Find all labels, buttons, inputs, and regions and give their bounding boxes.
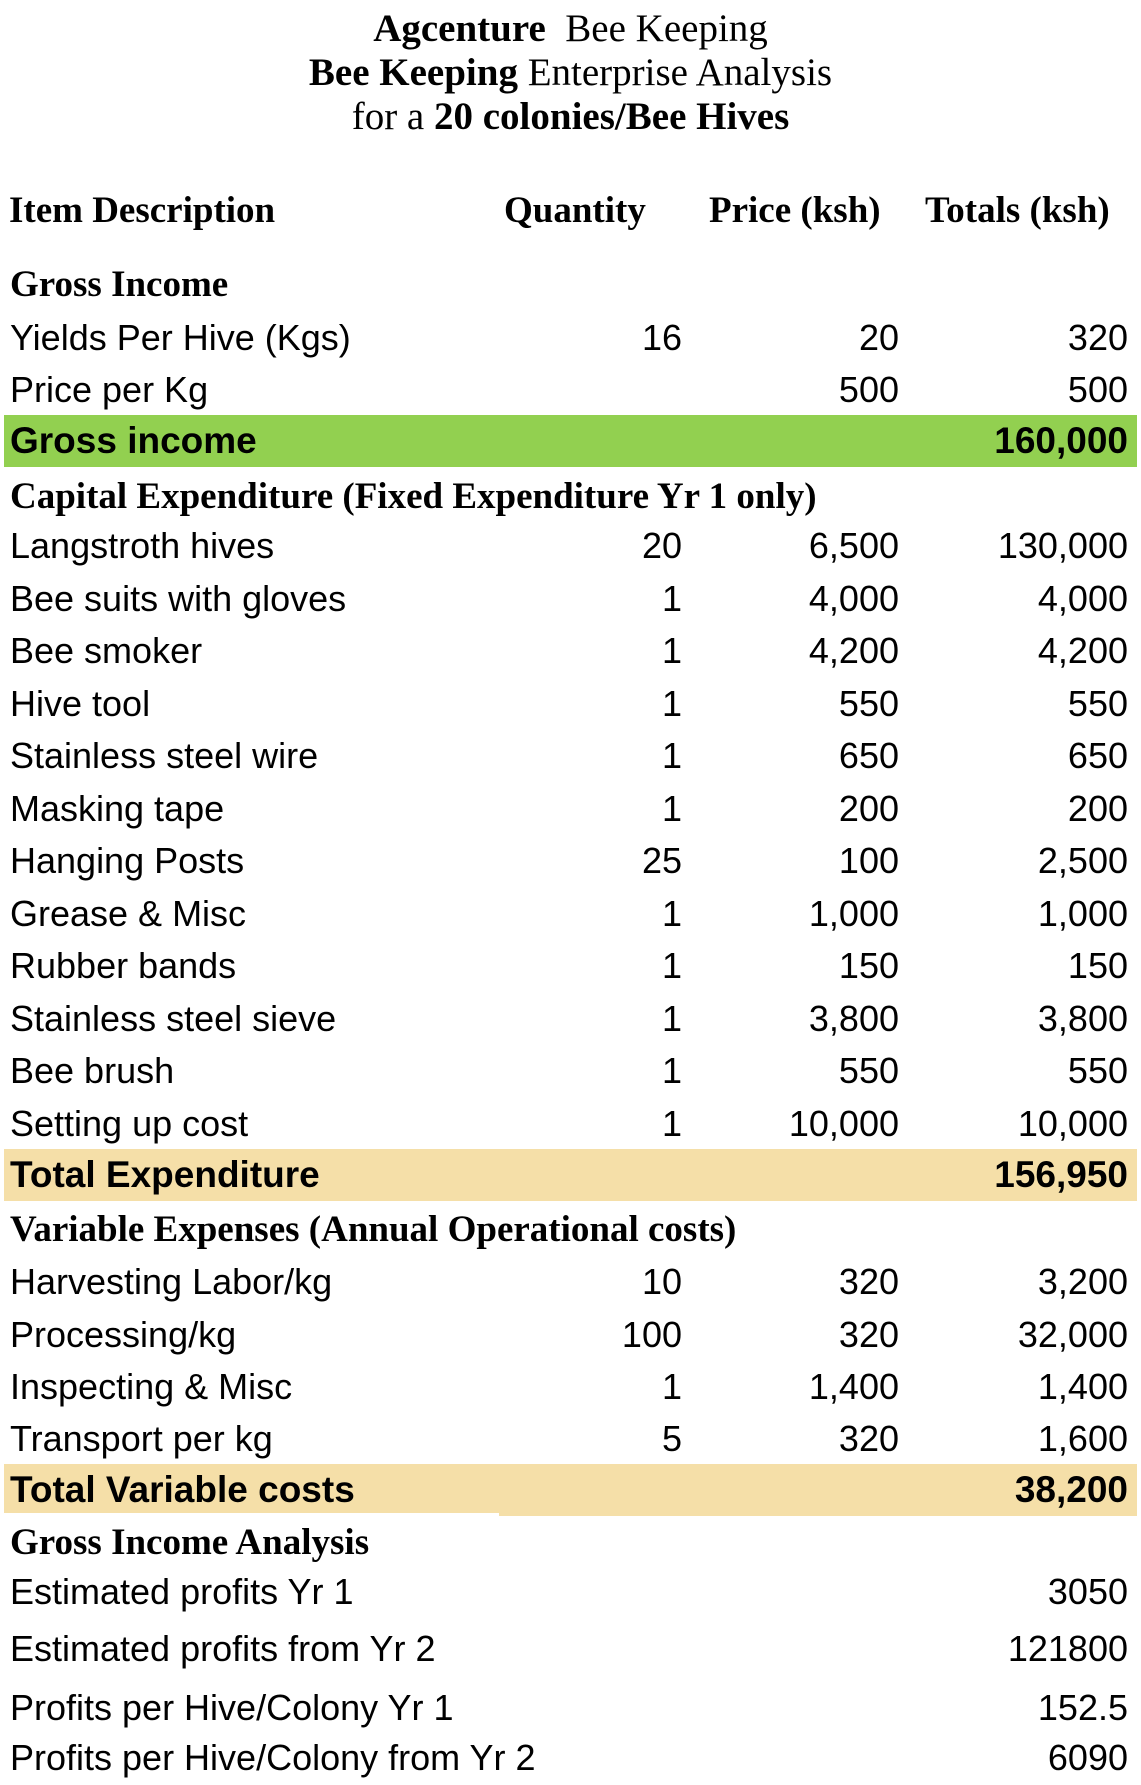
section-variable-expenses: Variable Expenses (Annual Operational costs) xyxy=(10,1209,737,1250)
section-gross-income-analysis: Gross Income Analysis xyxy=(10,1522,370,1563)
row-total: 320 xyxy=(1067,317,1128,358)
row-quantity: 1 xyxy=(661,893,682,934)
row-total: 3050 xyxy=(1047,1571,1128,1612)
table-row xyxy=(0,1566,1141,1618)
row-quantity: 16 xyxy=(641,317,682,358)
table-row xyxy=(0,1045,1141,1097)
row-total: 550 xyxy=(1067,1050,1128,1091)
row-total: 10,000 xyxy=(1017,1103,1128,1144)
row-description: Grease & Misc xyxy=(10,893,247,934)
table-row xyxy=(0,1732,1141,1784)
row-total: 121800 xyxy=(1007,1628,1128,1669)
header-price: Price (ksh) xyxy=(709,190,881,231)
total-expenditure-summary xyxy=(4,1149,1137,1201)
table-row xyxy=(0,364,1141,416)
row-quantity: 1 xyxy=(661,1366,682,1407)
row-quantity: 10 xyxy=(641,1261,682,1302)
section-capital-expenditure: Capital Expenditure (Fixed Expenditure Yr 1 only) xyxy=(10,476,817,517)
row-description: Yields Per Hive (Kgs) xyxy=(10,317,351,358)
row-description: Bee smoker xyxy=(10,630,203,671)
row-total: 3,200 xyxy=(1037,1261,1128,1302)
row-quantity: 100 xyxy=(621,1314,682,1355)
row-total: 4,200 xyxy=(1037,630,1128,671)
row-quantity: 1 xyxy=(661,735,682,776)
row-quantity: 1 xyxy=(661,1050,682,1091)
summary-total: 156,950 xyxy=(994,1154,1128,1195)
row-total: 650 xyxy=(1067,735,1128,776)
row-price: 100 xyxy=(838,840,899,881)
row-price: 320 xyxy=(838,1418,899,1459)
row-total: 1,400 xyxy=(1037,1366,1128,1407)
row-price: 1,400 xyxy=(808,1366,899,1407)
summary-label: Total Variable costs xyxy=(10,1469,355,1510)
row-price: 20 xyxy=(858,317,899,358)
table-row xyxy=(0,1361,1141,1413)
row-quantity: 20 xyxy=(641,525,682,566)
row-total: 1,000 xyxy=(1037,893,1128,934)
row-description: Harvesting Labor/kg xyxy=(10,1261,333,1302)
row-description: Setting up cost xyxy=(10,1103,249,1144)
row-price: 6,500 xyxy=(808,525,899,566)
title-line-1 xyxy=(0,4,1141,54)
row-description: Hive tool xyxy=(10,683,151,724)
row-description: Price per Kg xyxy=(10,369,209,410)
row-description: Processing/kg xyxy=(10,1314,237,1355)
row-price: 3,800 xyxy=(808,998,899,1039)
table-row xyxy=(0,940,1141,992)
table-row xyxy=(0,1309,1141,1361)
summary-total: 160,000 xyxy=(994,420,1128,461)
row-total: 150 xyxy=(1067,945,1128,986)
table-row xyxy=(0,678,1141,730)
row-total: 6090 xyxy=(1047,1737,1128,1778)
total-variable-costs-value xyxy=(499,1464,1137,1516)
row-description: Inspecting & Misc xyxy=(10,1366,293,1407)
header-totals: Totals (ksh) xyxy=(925,190,1110,231)
row-quantity: 1 xyxy=(661,683,682,724)
title-line-2-rest: Enterprise Analysis xyxy=(527,51,833,94)
table-row xyxy=(0,783,1141,835)
row-description: Stainless steel wire xyxy=(10,735,319,776)
table-row xyxy=(0,520,1141,572)
row-description: Rubber bands xyxy=(10,945,237,986)
row-description: Hanging Posts xyxy=(10,840,245,881)
row-total: 130,000 xyxy=(997,525,1128,566)
title-line-3-bold: 20 colonies/Bee Hives xyxy=(434,95,790,138)
title-line-3-pre: for a xyxy=(351,95,425,138)
section-gross-income: Gross Income xyxy=(10,264,229,305)
row-description: Stainless steel sieve xyxy=(10,998,337,1039)
row-description: Transport per kg xyxy=(10,1418,273,1459)
summary-total: 38,200 xyxy=(1014,1469,1128,1510)
title-line-1-rest: Bee Keeping xyxy=(565,7,768,50)
row-description: Profits per Hive/Colony Yr 1 xyxy=(10,1687,454,1728)
table-row xyxy=(0,1623,1141,1675)
summary-label: Total Expenditure xyxy=(10,1154,320,1195)
brand-name: Agcenture xyxy=(373,7,546,50)
row-description: Profits per Hive/Colony from Yr 2 xyxy=(10,1737,536,1778)
row-price: 550 xyxy=(838,683,899,724)
title-line-3 xyxy=(0,92,1141,142)
row-total: 200 xyxy=(1067,788,1128,829)
row-price: 500 xyxy=(838,369,899,410)
row-total: 500 xyxy=(1067,369,1128,410)
table-row xyxy=(0,835,1141,887)
row-price: 150 xyxy=(838,945,899,986)
row-price: 550 xyxy=(838,1050,899,1091)
total-variable-costs-summary xyxy=(4,1464,499,1516)
row-total: 550 xyxy=(1067,683,1128,724)
table-row xyxy=(0,888,1141,940)
summary-label: Gross income xyxy=(10,420,257,461)
row-total: 32,000 xyxy=(1017,1314,1128,1355)
row-total: 3,800 xyxy=(1037,998,1128,1039)
header-item-description: Item Description xyxy=(9,190,276,231)
row-quantity: 1 xyxy=(661,578,682,619)
row-description: Estimated profits Yr 1 xyxy=(10,1571,354,1612)
title-line-2-bold: Bee Keeping xyxy=(308,51,518,94)
row-quantity: 1 xyxy=(661,1103,682,1144)
row-total: 2,500 xyxy=(1037,840,1128,881)
table-row xyxy=(0,573,1141,625)
row-description: Langstroth hives xyxy=(10,525,275,566)
row-price: 1,000 xyxy=(808,893,899,934)
table-row xyxy=(0,730,1141,782)
row-price: 320 xyxy=(838,1261,899,1302)
table-row xyxy=(0,312,1141,364)
row-price: 200 xyxy=(838,788,899,829)
table-row xyxy=(0,1098,1141,1150)
row-quantity: 1 xyxy=(661,788,682,829)
gross-income-summary xyxy=(4,415,1137,467)
row-quantity: 25 xyxy=(641,840,682,881)
table-row xyxy=(0,993,1141,1045)
row-price: 10,000 xyxy=(788,1103,899,1144)
row-total: 1,600 xyxy=(1037,1418,1128,1459)
row-price: 650 xyxy=(838,735,899,776)
title-line-2 xyxy=(0,48,1141,98)
header-quantity: Quantity xyxy=(504,190,646,231)
row-description: Bee suits with gloves xyxy=(10,578,347,619)
table-row xyxy=(0,1682,1141,1734)
band-white-notch xyxy=(4,1513,499,1516)
row-description: Bee brush xyxy=(10,1050,175,1091)
row-total: 152.5 xyxy=(1037,1687,1128,1728)
table-row xyxy=(0,1256,1141,1308)
row-quantity: 1 xyxy=(661,630,682,671)
row-description: Estimated profits from Yr 2 xyxy=(10,1628,436,1669)
table-row xyxy=(0,1413,1141,1465)
table-row xyxy=(0,625,1141,677)
row-price: 4,000 xyxy=(808,578,899,619)
row-description: Masking tape xyxy=(10,788,225,829)
row-quantity: 5 xyxy=(661,1418,682,1459)
row-quantity: 1 xyxy=(661,945,682,986)
row-price: 320 xyxy=(838,1314,899,1355)
row-quantity: 1 xyxy=(661,998,682,1039)
row-total: 4,000 xyxy=(1037,578,1128,619)
row-price: 4,200 xyxy=(808,630,899,671)
